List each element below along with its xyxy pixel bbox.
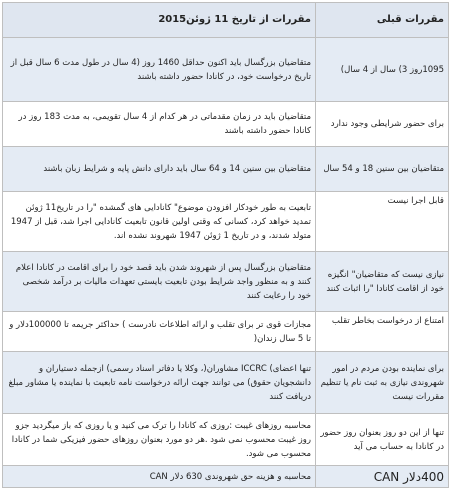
table-row <box>3 192 449 252</box>
previous-cell: برای حضور شرایطی وجود ندارد <box>316 102 449 147</box>
new-cell: مجازات قوی تر برای تقلب و ارائه اطلاعات نادرست ) حداکثر جریمه تا 100000دلار و تا 5 سال زندان( <box>3 312 316 352</box>
new-cell: متقاضیان بزرگسال باید اکنون حداقل 1460 روز (4 سال در طول مدت 6 سال قبل از تاریخ درخواست خود، در کانادا حضور داشته باشند <box>3 38 316 102</box>
new-cell: محاسبه روزهای غیبت :روزی که کانادا را ترک می کنید و یا روزی که باز میگردید جزو روز غیبت محسوب نمی شود .هر دو مورد بعنوان روزهای حضور فیزیکی شما در کانادا محسوب می شود. <box>3 414 316 466</box>
table-row <box>3 38 449 102</box>
table-header-row <box>3 3 449 38</box>
new-cell: متقاضیان باید در زمان مقدماتی در هر کدام از 4 سال تقویمی، به مدت 183 روز در کانادا حضور داشته باشند <box>3 102 316 147</box>
previous-cell: برای نماینده بودن مردم در امور شهروندی نیازی به ثبت نام یا تنظیم مقررات نیست <box>316 352 449 414</box>
regulations-comparison-table <box>2 2 449 488</box>
new-cell: محاسبه و هزینه حق شهروندی 630 دلار CAN <box>3 466 316 488</box>
table-row <box>3 312 449 352</box>
header-previous-regulations: مقررات قبلی <box>316 3 449 38</box>
new-cell: تابعیت به طور خودکار افزودن موضوع" کانادایی های گمشده "را در تاریخ11 ژوئن تمدید خواهد کرد، کسانی که وقتی اولین قانون تابعیت کانادایی اجرا شد، قبل از 1947 متولد شدند، و در تاریخ 1 ژوئن 1947 شهروند نشده اند. <box>3 192 316 252</box>
new-cell: متقاضیان بین سنین 14 و 64 سال باید دارای دانش پایه و شرایط زبان باشند <box>3 147 316 192</box>
previous-cell: امتناع از درخواست بخاطر تقلب <box>316 312 449 352</box>
table-row <box>3 352 449 414</box>
new-cell: تنها اعضای) ICCRC مشاوران(، وکلا یا دفاتر اسناد رسمی) ازجمله دستیاران و دانشجویان حقوق) می توانند جهت ارائه درخواست نامه تابعیت با نماینده یا مشاور مبلغ دریافت کنند <box>3 352 316 414</box>
previous-cell: 400دلار CAN <box>316 466 449 488</box>
previous-cell: نیازی نیست که متقاضیان" انگیزه خود از اقامت کانادا "را اثبات کنند <box>316 252 449 312</box>
new-cell: متقاضیان بزرگسال پس از شهروند شدن باید قصد خود را برای اقامت در کانادا اعلام کنند و به منظور واجد شرایط بودن تابعیت بایستی تعهدات مالیات بر درآمد شخصی خود را رعایت کنند <box>3 252 316 312</box>
table-row <box>3 414 449 466</box>
table-row <box>3 252 449 312</box>
previous-cell: 1095روز 3) سال از 4 سال) <box>316 38 449 102</box>
table-row <box>3 466 449 488</box>
previous-cell: قابل اجرا نیست <box>316 192 449 252</box>
table-row <box>3 147 449 192</box>
previous-cell: متقاضیان بین سنین 18 و 54 سال <box>316 147 449 192</box>
table-row <box>3 102 449 147</box>
previous-cell: تنها از این دو روز بعنوان روز حضور در کانادا به حساب می آید <box>316 414 449 466</box>
header-new-regulations: مقررات از تاریخ 11 ژوئن2015 <box>3 3 316 38</box>
